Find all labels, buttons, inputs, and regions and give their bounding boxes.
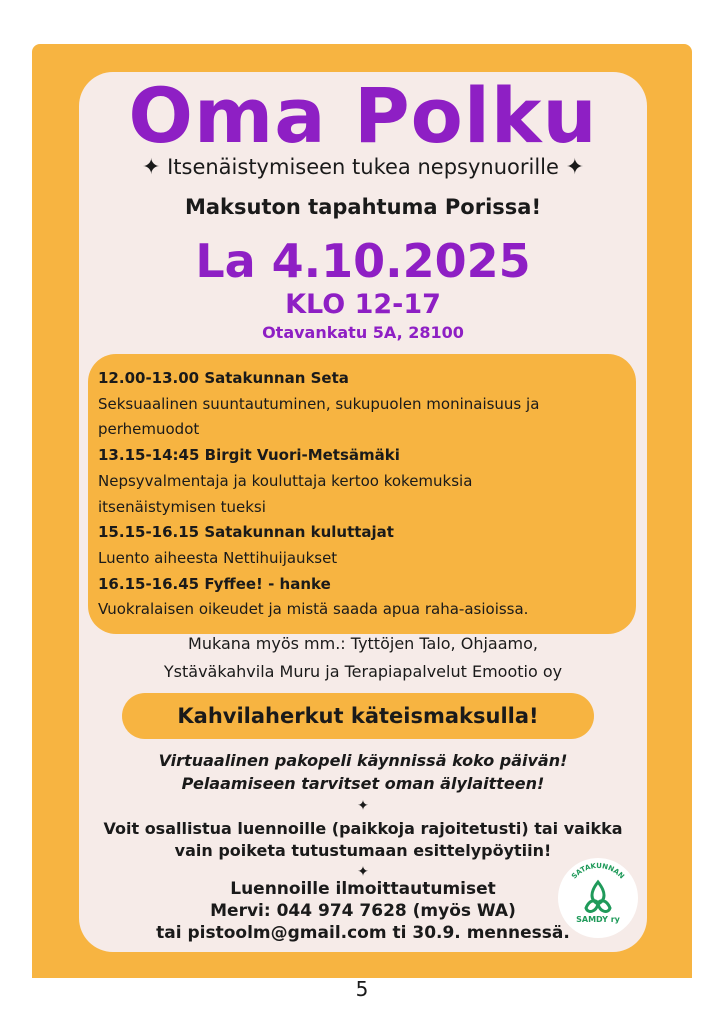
program-item-3-line: Luento aiheesta Nettihuijaukset xyxy=(98,548,338,567)
program-item-1-line: perhemuodot xyxy=(98,420,200,439)
page-number: 5 xyxy=(355,977,369,1001)
participate-line: Voit osallistua luennoille (paikkoja rajoitetusti) tai vaikka xyxy=(103,819,623,838)
logo-circle xyxy=(558,858,638,938)
partners-line: Ystäväkahvila Muru ja Terapiapalvelut Emootio oy xyxy=(163,662,563,681)
program-item-2-head: 13.15-14:45 Birgit Vuori-Metsämäki xyxy=(98,446,400,465)
partners xyxy=(79,630,647,686)
event-address: Otavankatu 5A, 28100 xyxy=(262,323,464,342)
sparkle-icon: ✦ xyxy=(357,864,369,880)
register-line: tai pistoolm@gmail.com ti 30.9. mennessä. xyxy=(156,923,570,943)
escape-game-info xyxy=(79,749,647,795)
logo-top-text: SATAKUNNAN xyxy=(570,861,626,881)
sparkle-icon: ✦ xyxy=(141,155,161,180)
program-item-4-head: 16.15-16.45 Fyffee! - hanke xyxy=(98,574,331,593)
game-line: Pelaamiseen tarvitset oman älylaitteen! xyxy=(181,774,545,793)
program-item-3-head: 15.15-16.15 Satakunnan kuluttajat xyxy=(98,523,394,542)
sparkle-icon: ✦ xyxy=(357,798,369,814)
samdy-logo xyxy=(556,856,640,940)
participate-line: vain poiketa tutustumaan esittelypöytiin! xyxy=(174,841,552,860)
cafe-banner: Kahvilaherkut käteismaksulla! xyxy=(122,693,594,739)
event-title: Oma Polku xyxy=(128,71,598,160)
event-time: KLO 12-17 xyxy=(285,289,441,320)
free-event-text: Maksuton tapahtuma Porissa! xyxy=(184,195,542,219)
program-item-1-head: 12.00-13.00 Satakunnan Seta xyxy=(98,369,349,387)
partners-line: Mukana myös mm.: Tyttöjen Talo, Ohjaamo, xyxy=(188,634,538,653)
register-line: Mervi: 044 974 7628 (myös WA) xyxy=(210,901,516,921)
program-item-1-line: Seksuaalinen suuntautuminen, sukupuolen moninaisuus ja xyxy=(98,394,540,413)
subtitle-text: Itsenäistymiseen tukea nepsynuorille xyxy=(167,155,559,179)
program-item-2-line: itsenäistymisen tueksi xyxy=(98,497,266,516)
event-date: La 4.10.2025 xyxy=(195,234,531,288)
sparkle-icon: ✦ xyxy=(565,155,585,180)
logo-name: SAMDY ry xyxy=(576,915,620,924)
program-item-2-line: Nepsyvalmentaja ja kouluttaja kertoo kokemuksia xyxy=(98,471,473,490)
game-line: Virtuaalinen pakopeli käynnissä koko päivän! xyxy=(158,751,568,770)
program-item-4-line: Vuokralaisen oikeudet ja mistä saada apua raha-asioissa. xyxy=(98,600,529,619)
register-line: Luennoille ilmoittautumiset xyxy=(230,879,496,899)
program-list xyxy=(98,366,628,623)
subtitle xyxy=(79,153,647,182)
